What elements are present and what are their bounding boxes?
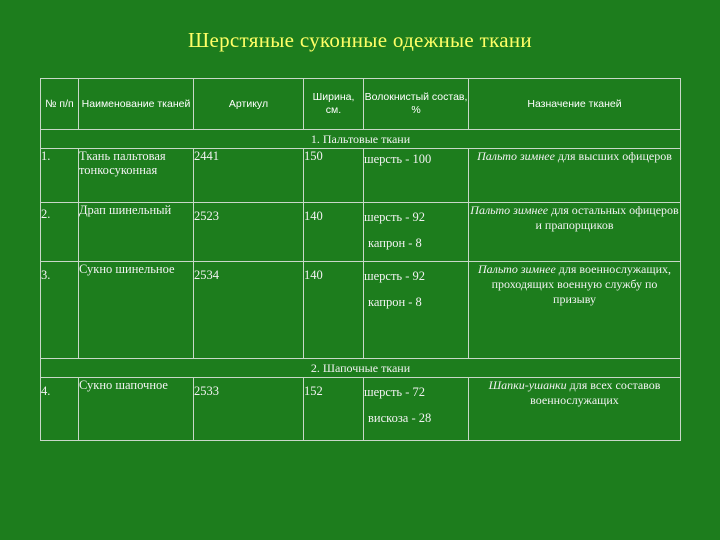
composition-line-1: шерсть - 72 bbox=[364, 385, 426, 399]
section-row-coats bbox=[41, 130, 681, 149]
composition-line-1: шерсть - 92 bbox=[364, 210, 426, 224]
row-purpose bbox=[469, 149, 681, 203]
row-purpose bbox=[469, 378, 681, 441]
purpose-rest: для военнослужащих, проходящих военную службу по призыву bbox=[491, 262, 672, 306]
row-composition bbox=[364, 378, 469, 441]
purpose-item: Шапки-ушанки bbox=[488, 378, 567, 392]
header-name: Наименование тканей bbox=[79, 79, 194, 130]
row-purpose bbox=[469, 262, 681, 359]
row-name: Драп шинельный bbox=[79, 203, 194, 262]
table-row bbox=[41, 262, 681, 359]
header-article: Артикул bbox=[194, 79, 304, 130]
section-hats: 2. Шапочные ткани bbox=[41, 359, 681, 378]
header-width: Ширина, см. bbox=[304, 79, 364, 130]
composition-line-2: вискоза - 28 bbox=[368, 411, 432, 425]
table-row bbox=[41, 378, 681, 441]
header-composition: Волокнистый состав, % bbox=[364, 79, 469, 130]
row-composition bbox=[364, 262, 469, 359]
row-article: 2441 bbox=[194, 149, 304, 203]
row-width: 152 bbox=[304, 378, 364, 441]
header-purpose: Назначение тканей bbox=[469, 79, 681, 130]
purpose-rest: для всех составов военнослужащих bbox=[530, 378, 661, 407]
section-row-hats bbox=[41, 359, 681, 378]
row-num: 1. bbox=[41, 149, 79, 203]
table-row bbox=[41, 203, 681, 262]
composition-line-2: капрон - 8 bbox=[368, 236, 422, 250]
table-header-row bbox=[41, 79, 681, 130]
section-coats: 1. Пальтовые ткани bbox=[41, 130, 681, 149]
row-num: 4. bbox=[41, 378, 79, 441]
row-width: 150 bbox=[304, 149, 364, 203]
row-name: Сукно шапочное bbox=[79, 378, 194, 441]
row-purpose bbox=[469, 203, 681, 262]
row-num: 3. bbox=[41, 262, 79, 359]
row-name: Ткань пальтовая тонкосуконная bbox=[79, 149, 194, 203]
row-name: Сукно шинельное bbox=[79, 262, 194, 359]
page-title: Шерстяные суконные одежные ткани bbox=[188, 28, 532, 52]
fabrics-table bbox=[40, 78, 681, 441]
row-composition bbox=[364, 203, 469, 262]
table-row bbox=[41, 149, 681, 203]
purpose-item: Пальто зимнее bbox=[477, 149, 555, 163]
composition-line-2: капрон - 8 bbox=[368, 295, 422, 309]
header-num: № п/п bbox=[41, 79, 79, 130]
purpose-rest: для остальных офицеров и прапорщиков bbox=[535, 203, 679, 232]
row-article: 2523 bbox=[194, 203, 304, 262]
row-composition bbox=[364, 149, 469, 203]
row-num: 2. bbox=[41, 203, 79, 262]
purpose-item: Пальто зимнее bbox=[477, 262, 556, 276]
purpose-rest: для высших офицеров bbox=[554, 149, 672, 163]
purpose-item: Пальто зимнее bbox=[470, 203, 549, 217]
row-article: 2534 bbox=[194, 262, 304, 359]
composition-line-1: шерсть - 92 bbox=[364, 269, 426, 283]
row-width: 140 bbox=[304, 203, 364, 262]
composition-line-1: шерсть - 100 bbox=[364, 152, 432, 166]
row-width: 140 bbox=[304, 262, 364, 359]
row-article: 2533 bbox=[194, 378, 304, 441]
